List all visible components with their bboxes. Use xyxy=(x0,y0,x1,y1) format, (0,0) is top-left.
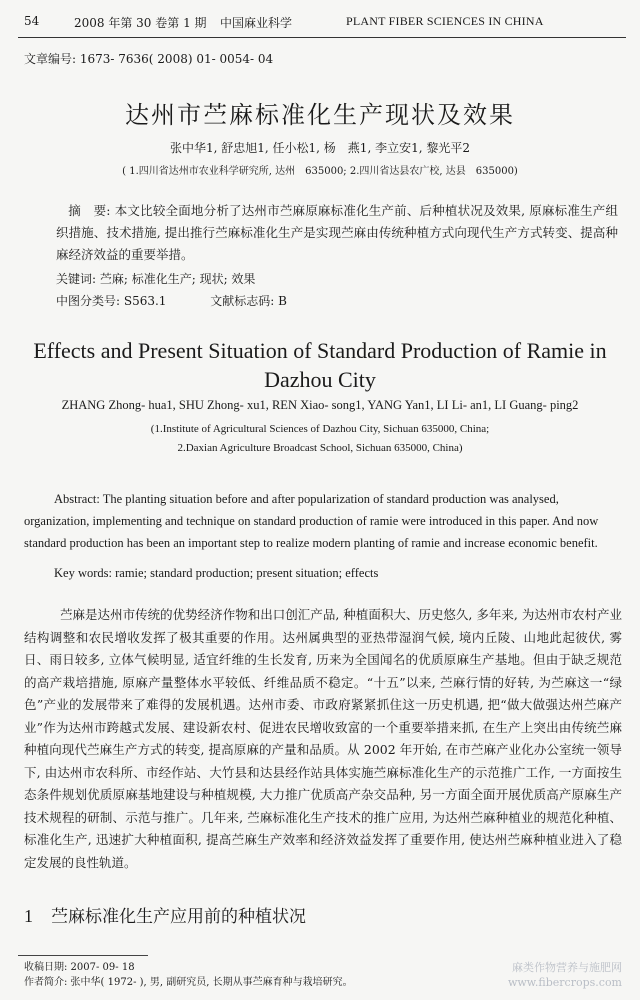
title-cn: 达州市苎麻标准化生产现状及效果 xyxy=(125,101,515,129)
body-paragraph xyxy=(24,604,622,874)
section-heading xyxy=(24,902,306,927)
abstract-cn xyxy=(56,200,618,266)
section-title: 苎麻标准化生产应用前的种植状况 xyxy=(51,907,306,927)
document-code: 文献标志码: B xyxy=(210,294,287,308)
header-rule xyxy=(18,37,626,38)
watermark-cn: 麻类作物营养与施肥网 xyxy=(512,961,622,974)
issue-info: 2008 年第 30 卷第 1 期 xyxy=(74,16,207,30)
keywords-en: Key words: ramie; standard production; present situation; effects xyxy=(54,566,379,580)
classification-cn xyxy=(56,292,287,309)
author-bio: 作者简介: 张中华( 1972- ), 男, 副研究员, 长期从事苎麻育种与栽培研究。 xyxy=(24,977,353,988)
abstract-en-text: The planting situation before and after popularization of standard production was analysed, organization, implementing and technique on standard production of ramie were introduced in this paper. And now standard production has been an important step to realize modern planting of ramie and increase economic benefit. xyxy=(24,492,599,550)
body-paragraph-text: 苎麻是达州市传统的优势经济作物和出口创汇产品, 种植面积大、历史悠久, 多年来, 为达州市农村产业结构调整和农民增收发挥了极其重要的作用。达州属典型的亚热带湿润气候, 境内丘陵、山地此起彼伏, 雾日、雨日较多, 立体气候明显, 适宜纤维的生长发育, 历来为全国闻名的优质原麻生产基地。但由于缺乏规范的高产栽培措施, 原麻产量整体水平较低、纤维品质不稳定。“十五”以来, 苎麻行情的好转, 为苎麻这一“绿色”产业的发展带来了难得的发展机遇。达州市委、市政府紧紧抓住这一历史机遇, 把“做大做强达州苎麻产业”作为达州市跨越式发展、建设新农村、促进农民增收致富的一个重要举措来抓, 在生产上突出由传统苎麻种植向现代苎麻生产方式的转变, 提高原麻的产量和品质。从 2002 年开始, 在市苎麻产业化办公室统一领导下, 由达州市农科所、市经作站、大竹县和达县经作站具体实施苎麻标准化生产的示范推广工作, 一方面按生态条件规划优质原麻基地建设与种植规模, 大力推广优质高产杂交品种, 另一方面全面开展优质高产原麻生产技术规程的研制、示范与推广。几年来, 苎麻标准化生产技术的推广应用, 为达州苎麻种植业的规范化种植、标准化生产, 迅速扩大种植面积, 提高苎麻生产效率和经济效益发挥了重要作用, 使达州苎麻种植业进入了稳定发展的良性轨道。 xyxy=(24,607,622,870)
clc-number: 中图分类号: S563.1 xyxy=(56,294,167,308)
journal-name-cn: 中国麻业科学 xyxy=(220,16,293,30)
authors-en: ZHANG Zhong- hua1, SHU Zhong- xu1, REN Xiao- song1, YANG Yan1, LI Li- an1, LI Guang- ping2 xyxy=(61,398,579,412)
affiliations-en xyxy=(0,420,640,458)
received-date: 收稿日期: 2007- 09- 18 xyxy=(24,962,135,973)
footnote-rule xyxy=(18,955,148,956)
abstract-en xyxy=(24,488,622,554)
watermark-url: www.fibercrops.com xyxy=(507,976,622,989)
watermark xyxy=(508,960,622,990)
affiliation-en-line2: 2.Daxian Agriculture Broadcast School, Sichuan 635000, China) xyxy=(177,442,463,454)
abstract-cn-label: 摘 要: xyxy=(68,203,111,218)
running-header xyxy=(24,14,624,32)
footnotes xyxy=(24,960,353,990)
abstract-en-label: Abstract: xyxy=(54,492,100,506)
affiliation-en-line1: (1.Institute of Agricultural Sciences of Dazhou City, Sichuan 635000, China; xyxy=(150,423,490,435)
page-number: 54 xyxy=(24,14,40,28)
title-en: Effects and Present Situation of Standard Production of Ramie in Dazhou City xyxy=(33,338,607,392)
affiliations-cn: ( 1.四川省达州市农业科学研究所, 达州 635000; 2.四川省达县农广校, 达县 635000) xyxy=(122,166,518,177)
keywords-cn: 关键词: 苎麻; 标准化生产; 现状; 效果 xyxy=(56,272,256,286)
article-number: 文章编号: 1673- 7636( 2008) 01- 0054- 04 xyxy=(24,52,274,66)
authors-cn: 张中华1, 舒忠旭1, 任小松1, 杨 燕1, 李立安1, 黎光平2 xyxy=(170,141,470,155)
abstract-cn-text: 本文比较全面地分析了达州市苎麻原麻标准化生产前、后种植状况及效果, 原麻标准生产组织措施、技术措施, 提出推行苎麻标准化生产是实现苎麻由传统种植方式向现代生产方式转变、提高种麻经济效益的重要举措。 xyxy=(56,203,618,262)
journal-name-en: PLANT FIBER SCIENCES IN CHINA xyxy=(346,14,544,28)
section-number: 1 xyxy=(24,906,33,926)
